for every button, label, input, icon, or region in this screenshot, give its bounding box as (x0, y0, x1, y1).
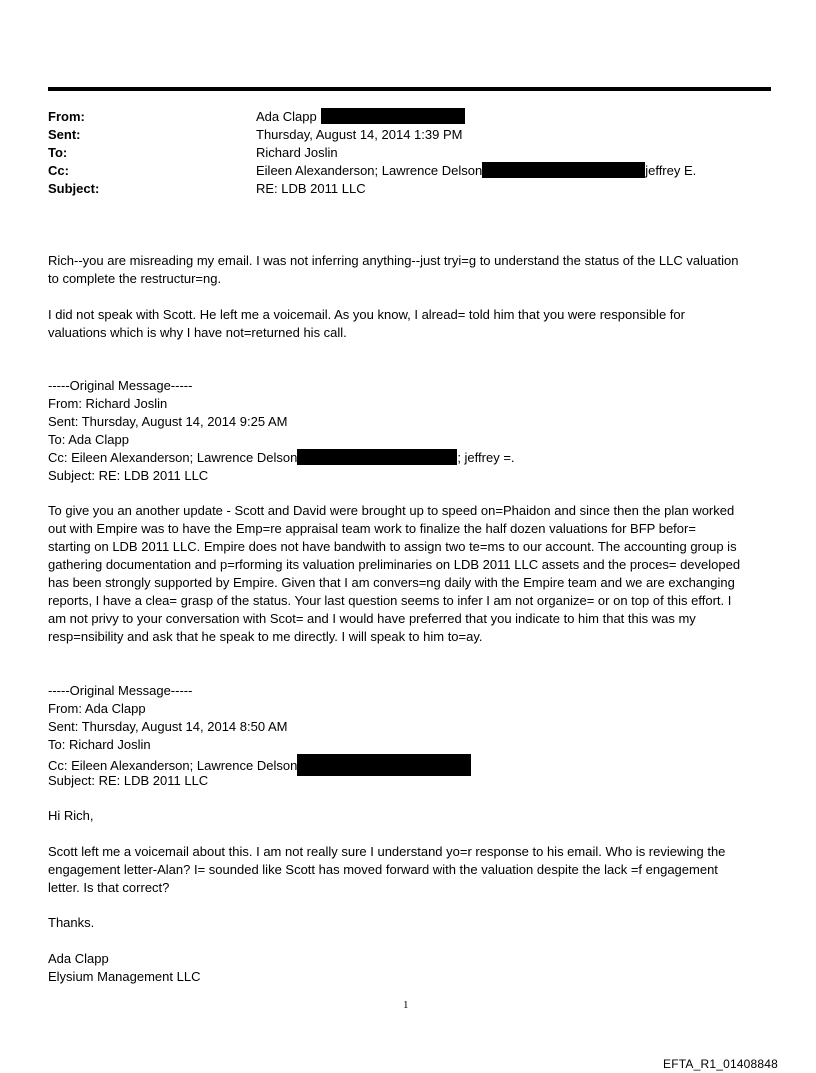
orig2-sent: Sent: Thursday, August 14, 2014 8:50 AM (48, 719, 288, 734)
body-line: valuations which is why I have not=returned his call. (48, 325, 347, 340)
subject-value: RE: LDB 2011 LLC (256, 181, 366, 196)
signature-company: Elysium Management LLC (48, 969, 201, 984)
orig1-sent: Sent: Thursday, August 14, 2014 9:25 AM (48, 414, 288, 429)
original-message-2-header (48, 682, 773, 790)
sent-label: Sent: (48, 127, 81, 142)
from-value (256, 108, 465, 126)
body-line: Scott left me a voicemail about this. I am not really sure I understand yo=r response to his email. Who is reviewing the (48, 844, 726, 859)
body-line: reports, I have a clea= grasp of the status. Your last question seems to infer I am not organize= or on top of this effort. I (48, 593, 732, 608)
cc-label: Cc: (48, 163, 69, 178)
cc-value (256, 162, 696, 180)
from-name: Ada Clapp (256, 109, 317, 124)
body-paragraph-2 (48, 306, 773, 342)
body-line: to complete the restructur=ng. (48, 271, 222, 286)
body-line: engagement letter-Alan? I= sounded like Scott has moved forward with the valuation despite the lack =f engagement (48, 862, 718, 877)
body-line: gathering documentation and p=rforming its valuation preliminaries on LDB 2011 LLC assets and the proces= developed (48, 557, 741, 572)
redaction-block (297, 449, 457, 465)
to-label: To: (48, 145, 68, 160)
orig1-cc-names: Cc: Eileen Alexanderson; Lawrence Delson (48, 450, 298, 465)
orig1-from: From: Richard Joslin (48, 396, 168, 411)
thanks-line (48, 914, 773, 932)
body-line: starting on LDB 2011 LLC. Empire does not have bandwith to assign two te=ms to our account. The accounting group is (48, 539, 737, 554)
body-line: To give you an another update - Scott and David were brought up to speed on=Phaidon and since then the plan worked (48, 503, 735, 518)
orig1-cc-tail: ; jeffrey =. (457, 450, 515, 465)
original-message-marker: -----Original Message----- (48, 378, 193, 393)
body-paragraph-1 (48, 252, 773, 288)
body-line: has been strongly supported by Empire. Given that I am convers=ng daily with the Empire team and we are exchanging (48, 575, 735, 590)
document-id-stamp: EFTA_R1_01408848 (663, 1057, 779, 1071)
thanks: Thanks. (48, 915, 95, 930)
orig2-cc-names: Cc: Eileen Alexanderson; Lawrence Delson (48, 758, 298, 773)
original-message-2-body (48, 843, 773, 897)
body-line: letter. Is that correct? (48, 880, 170, 895)
body-line: resp=nsibility and ask that he speak to me directly. I will speak to him to=ay. (48, 629, 483, 644)
body-line: Rich--you are misreading my email. I was not inferring anything--just tryi=g to understand the status of the LLC valuation (48, 253, 739, 268)
cc-names: Eileen Alexanderson; Lawrence Delson (256, 163, 483, 178)
orig2-cc (48, 754, 773, 772)
original-message-2-greeting (48, 807, 773, 825)
original-message-1-header (48, 377, 773, 485)
body-line: out with Empire was to have the Emp=re appraisal team work to finalize the half dozen valuations for BFP befor= (48, 521, 696, 536)
orig2-from: From: Ada Clapp (48, 701, 146, 716)
signature (48, 950, 773, 986)
to-value: Richard Joslin (256, 145, 338, 160)
orig1-cc (48, 449, 773, 467)
cc-tail: jeffrey E. (645, 163, 697, 178)
original-message-1-body (48, 502, 773, 646)
redaction-block (297, 754, 471, 776)
signature-name: Ada Clapp (48, 951, 109, 966)
body-line: am not privy to your conversation with Scot= and I would have preferred that you indicate to him that this was my (48, 611, 696, 626)
page-number: 1 (403, 999, 409, 1011)
greeting: Hi Rich, (48, 808, 94, 823)
subject-label: Subject: (48, 181, 100, 196)
orig1-to: To: Ada Clapp (48, 432, 129, 447)
sent-value: Thursday, August 14, 2014 1:39 PM (256, 127, 463, 142)
orig2-subject: Subject: RE: LDB 2011 LLC (48, 773, 209, 788)
orig2-to: To: Richard Joslin (48, 737, 151, 752)
redaction-block (321, 108, 465, 124)
body-line: I did not speak with Scott. He left me a voicemail. As you know, I alread= told him that you were responsible for (48, 307, 685, 322)
from-label: From: (48, 109, 85, 124)
header-rule (48, 87, 771, 91)
original-message-marker: -----Original Message----- (48, 683, 193, 698)
redaction-block (482, 162, 645, 178)
orig1-subject: Subject: RE: LDB 2011 LLC (48, 468, 209, 483)
